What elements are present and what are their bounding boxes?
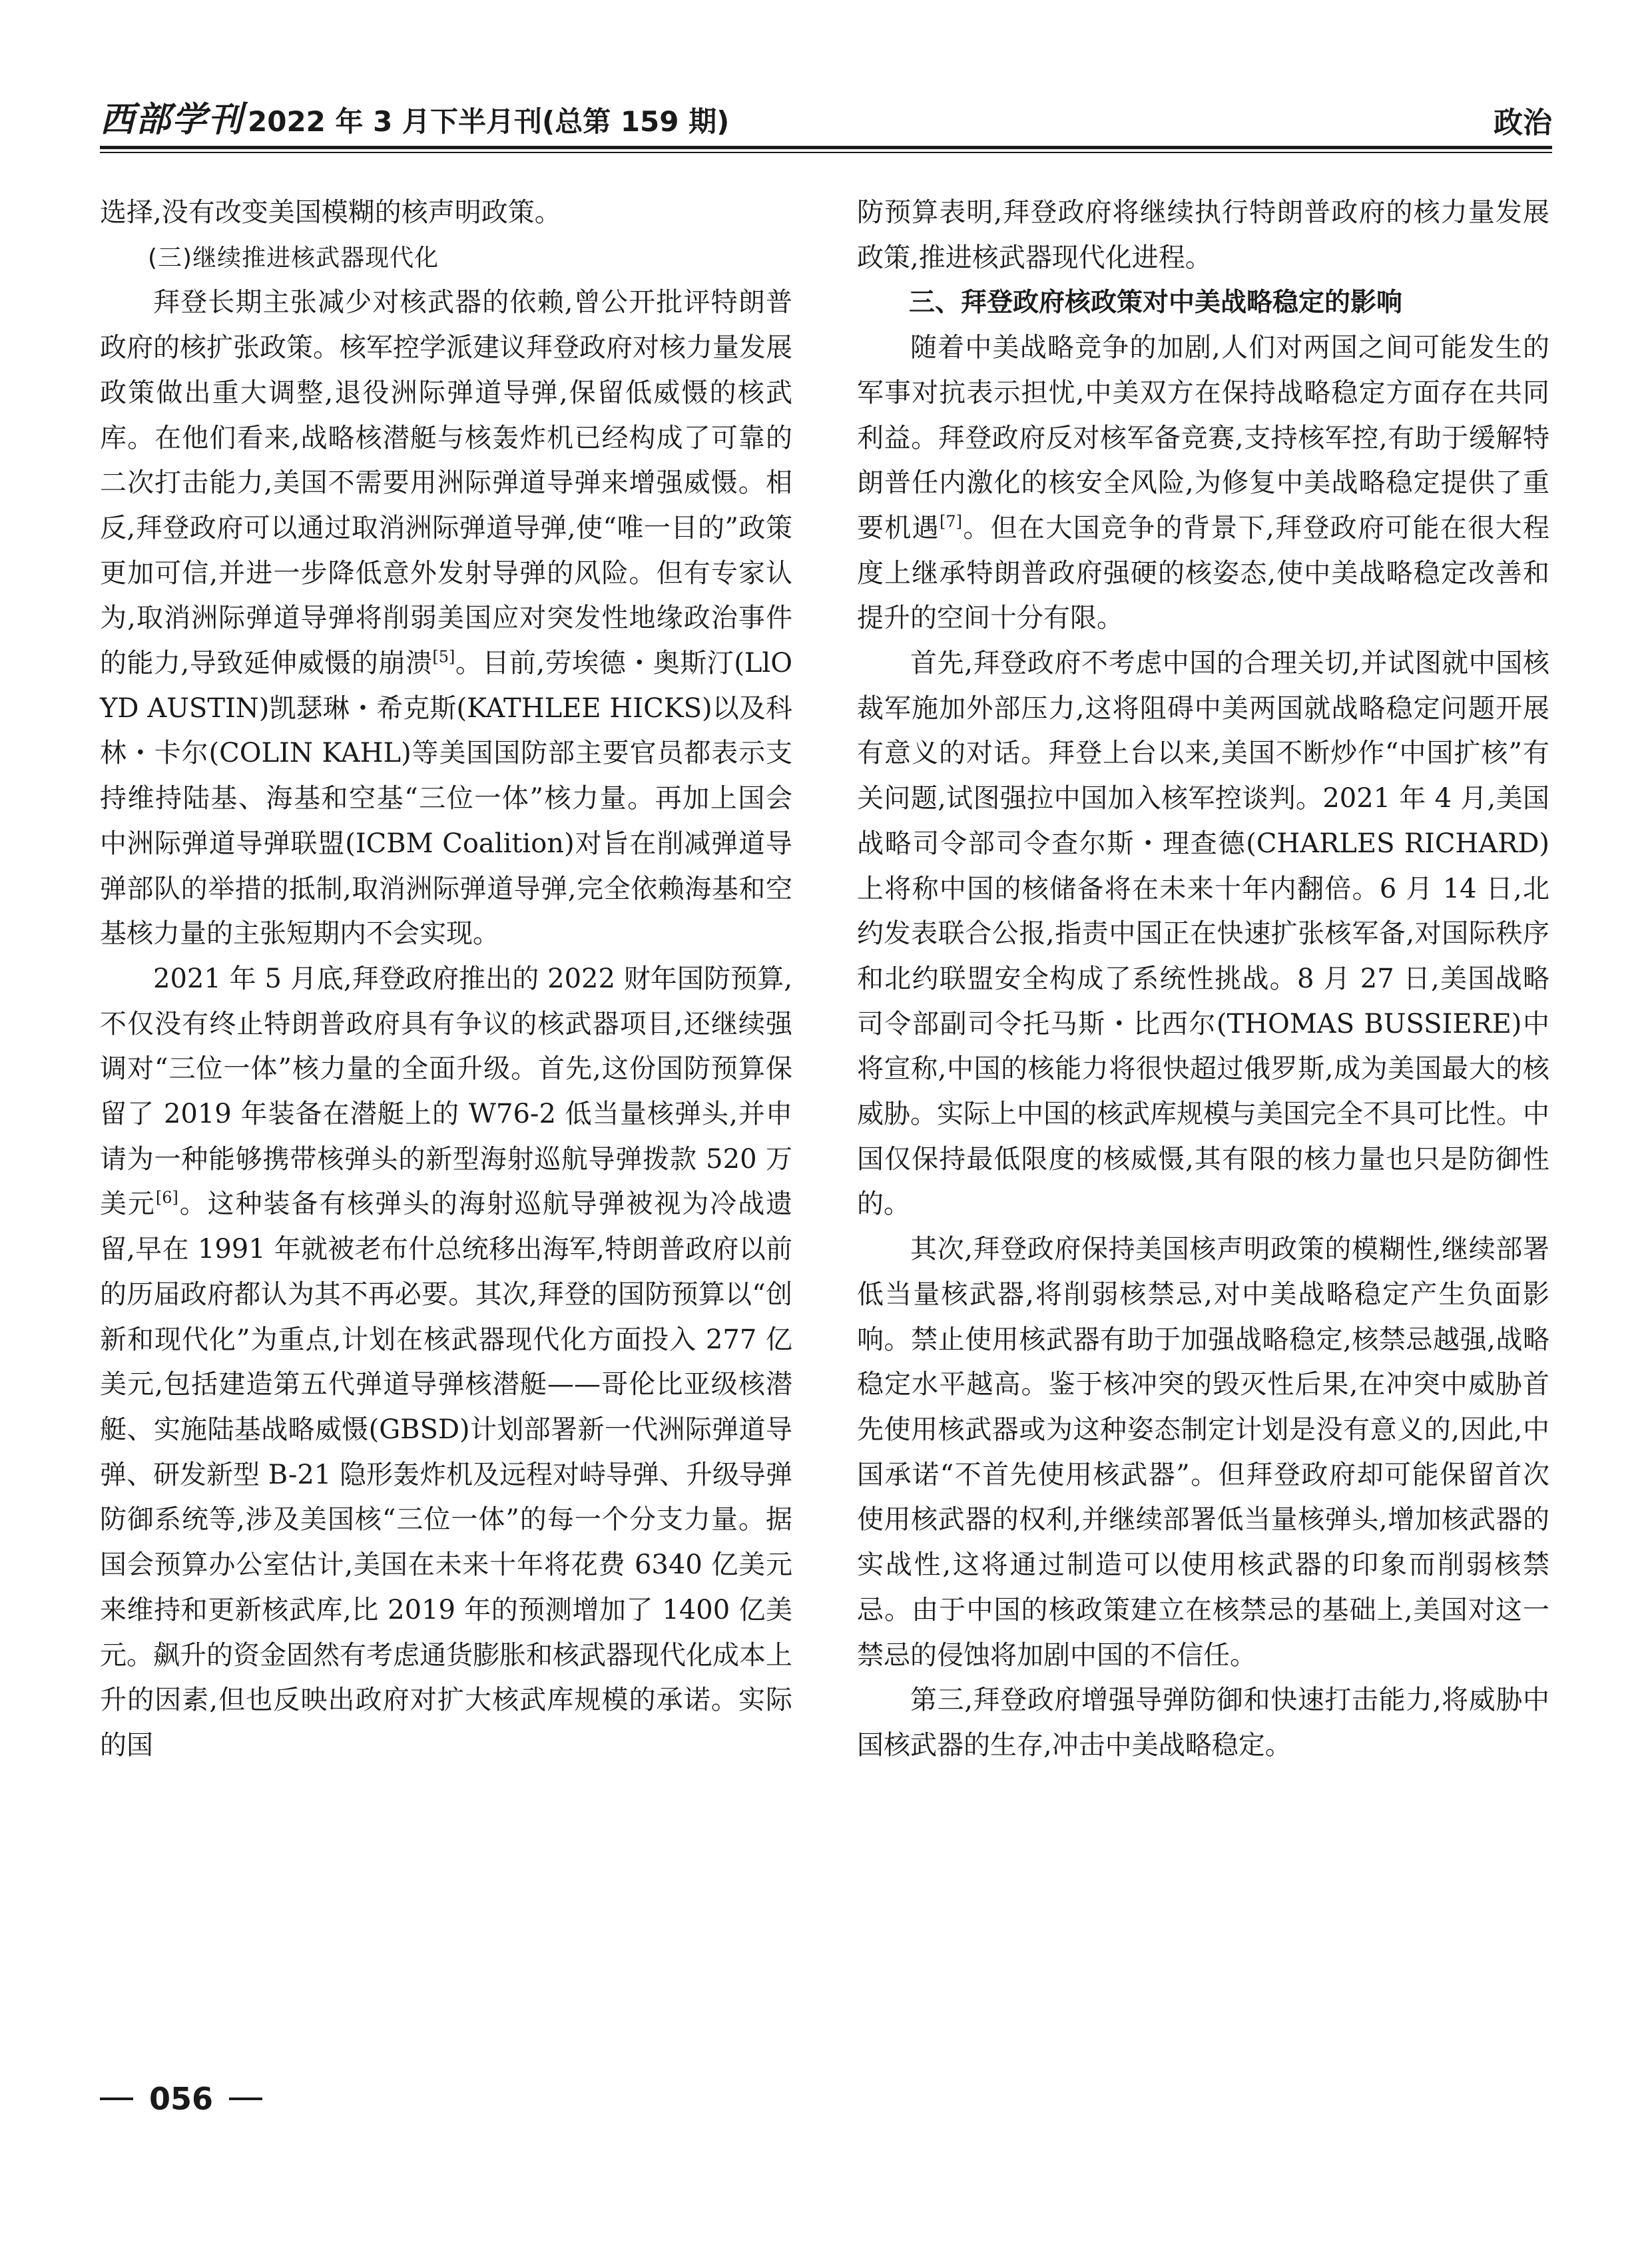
paragraph-text: 。目前,劳埃德・奥斯汀(LlOYD AUSTIN)凯瑟琳・希克斯(KATHLEE HICKS)以及科林・卡尔(COLIN KAHL)等美国国防部主要官员都表示支持维持陆基、海基和空基“三位一体”核力量。再加上国会中洲际弹道导弹联盟(ICBM Coalition)对旨在削减弹道导弹部队的举措的抵制,取消洲际弹道导弹,完全依赖海基和空基核力量的主张短期内不会实现。 — [100, 648, 793, 950]
paragraph-text: 。但在大国竞争的背景下,拜登政府可能在很大程度上继承特朗普政府强硬的核姿态,使中美战略稳定改善和提升的空间十分有限。 — [857, 512, 1550, 634]
paragraph-text: 随着中美战略竞争的加剧,人们对两国之间可能发生的军事对抗表示担忧,中美双方在保持战略稳定方面存在共同利益。拜登政府反对核军备竞赛,支持核军控,有助于缓解特朗普任内激化的核安全风险,为修复中美战略稳定提供了重要机遇 — [857, 332, 1549, 543]
footer-dash-left — [100, 2098, 133, 2100]
header-rule-thin — [100, 152, 1552, 153]
paragraph — [100, 957, 792, 1769]
section-heading: 三、拜登政府核政策对中美战略稳定的影响 — [909, 288, 1403, 318]
page-number: 056 — [149, 2081, 214, 2117]
paragraph: 防预算表明,拜登政府将继续执行特朗普政府的核力量发展政策,推进核武器现代化进程。 — [857, 197, 1549, 273]
footer-dash-right — [229, 2098, 262, 2100]
paragraph: 第三,拜登政府增强导弹防御和快速打击能力,将威胁中国核武器的生存,冲击中美战略稳定。 — [857, 1685, 1549, 1761]
citation-ref: [7] — [940, 512, 962, 531]
subheading: (三)继续推进核武器现代化 — [148, 244, 439, 272]
paragraph: 首先,拜登政府不考虑中国的合理关切,并试图就中国核裁军施加外部压力,这将阻碍中美两国就战略稳定问题开展有意义的对话。拜登上台以来,美国不断炒作“中国扩核”有关问题,试图强拉中国加入核军控谈判。2021 年 4 月,美国战略司令部司令查尔斯・理查德(CHARLES RICHARD)上将称中国的核储备将在未来十年内翻倍。6 月 14 日,北约发表联合公报,指责中国正在快速扩张核军备,对国际秩序和北约联盟安全构成了系统性挑战。8 月 27 日,美国战略司令部副司令托马斯・比西尔(THOMAS BUSSIERE)中将宣称,中国的核能力将很快超过俄罗斯,成为美国最大的核威胁。实际上中国的核武库规模与美国完全不具可比性。中国仅保持最低限度的核威慑,其有限的核力量也只是防御性的。 — [857, 648, 1549, 1220]
paragraph-text: 2021 年 5 月底,拜登政府推出的 2022 财年国防预算,不仅没有终止特朗普政府具有争议的核武器项目,还继续强调对“三位一体”核力量的全面升级。首先,这份国防预算保留了 2019 年装备在潜艇上的 W76-2 低当量核弹头,并申请为一种能够携带核弹头的新型海射巡航导弹拨款 520 万美元 — [100, 963, 792, 1220]
page-header — [100, 100, 1552, 153]
citation-ref: [6] — [155, 1189, 178, 1208]
paragraph-text: 拜登长期主张减少对核武器的依赖,曾公开批评特朗普政府的核扩张政策。核军控学派建议拜登政府对核力量发展政策做出重大调整,退役洲际弹道导弹,保留低威慑的核武库。在他们看来,战略核潜艇与核轰炸机已经构成了可靠的二次打击能力,美国不需要用洲际弹道导弹来增强威慑。相反,拜登政府可以通过取消洲际弹道导弹,使“唯一目的”政策更加可信,并进一步降低意外发射导弹的风险。但有专家认为,取消洲际弹道导弹将削弱美国应对突发性地缘政治事件的能力,导致延伸威慑的崩溃 — [100, 287, 792, 679]
page-footer — [100, 2081, 278, 2117]
paragraph — [100, 280, 792, 957]
section-name: 政治 — [1494, 106, 1552, 140]
left-column — [100, 190, 792, 1769]
issue-info: 2022 年 3 月下半月刊(总第 159 期) — [248, 105, 730, 138]
header-rule-thick — [100, 146, 1552, 149]
citation-ref: [5] — [432, 647, 455, 667]
header-left — [100, 91, 729, 141]
journal-logo: 西部学刊 — [100, 99, 244, 140]
right-column — [857, 190, 1549, 1769]
paragraph-text: 。这种装备有核弹头的海射巡航导弹被视为冷战遗留,早在 1991 年就被老布什总统移出海军,特朗普政府以前的历届政府都认为其不再必要。其次,拜登的国防预算以“创新和现代化”为重点,计划在核武器现代化方面投入 277 亿美元,包括建造第五代弹道导弹核潜艇——哥伦比亚级核潜艇、实施陆基战略威慑(GBSD)计划部署新一代洲际弹道导弹、研发新型 B-21 隐形轰炸机及远程对峙导弹、升级导弹防御系统等,涉及美国核“三位一体”的每一个分支力量。据国会预算办公室估计,美国在未来十年将花费 6340 亿美元来维持和更新核武库,比 2019 年的预测增加了 1400 亿美元。飙升的资金固然有考虑通货膨胀和核武器现代化成本上升的因素,但也反映出政府对扩大核武库规模的承诺。实际的国 — [100, 1189, 793, 1761]
paragraph: 选择,没有改变美国模糊的核声明政策。 — [100, 197, 561, 228]
paragraph — [857, 326, 1549, 641]
paragraph: 其次,拜登政府保持美国核声明政策的模糊性,继续部署低当量核武器,将削弱核禁忌,对中美战略稳定产生负面影响。禁止使用核武器有助于加强战略稳定,核禁忌越强,战略稳定水平越高。鉴于核冲突的毁灭性后果,在冲突中威胁首先使用核武器或为这种姿态制定计划是没有意义的,因此,中国承诺“不首先使用核武器”。但拜登政府却可能保留首次使用核武器的权利,并继续部署低当量核弹头,增加核武器的实战性,这将通过制造可以使用核武器的印象而削弱核禁忌。由于中国的核政策建立在核禁忌的基础上,美国对这一禁忌的侵蚀将加剧中国的不信任。 — [857, 1234, 1549, 1671]
